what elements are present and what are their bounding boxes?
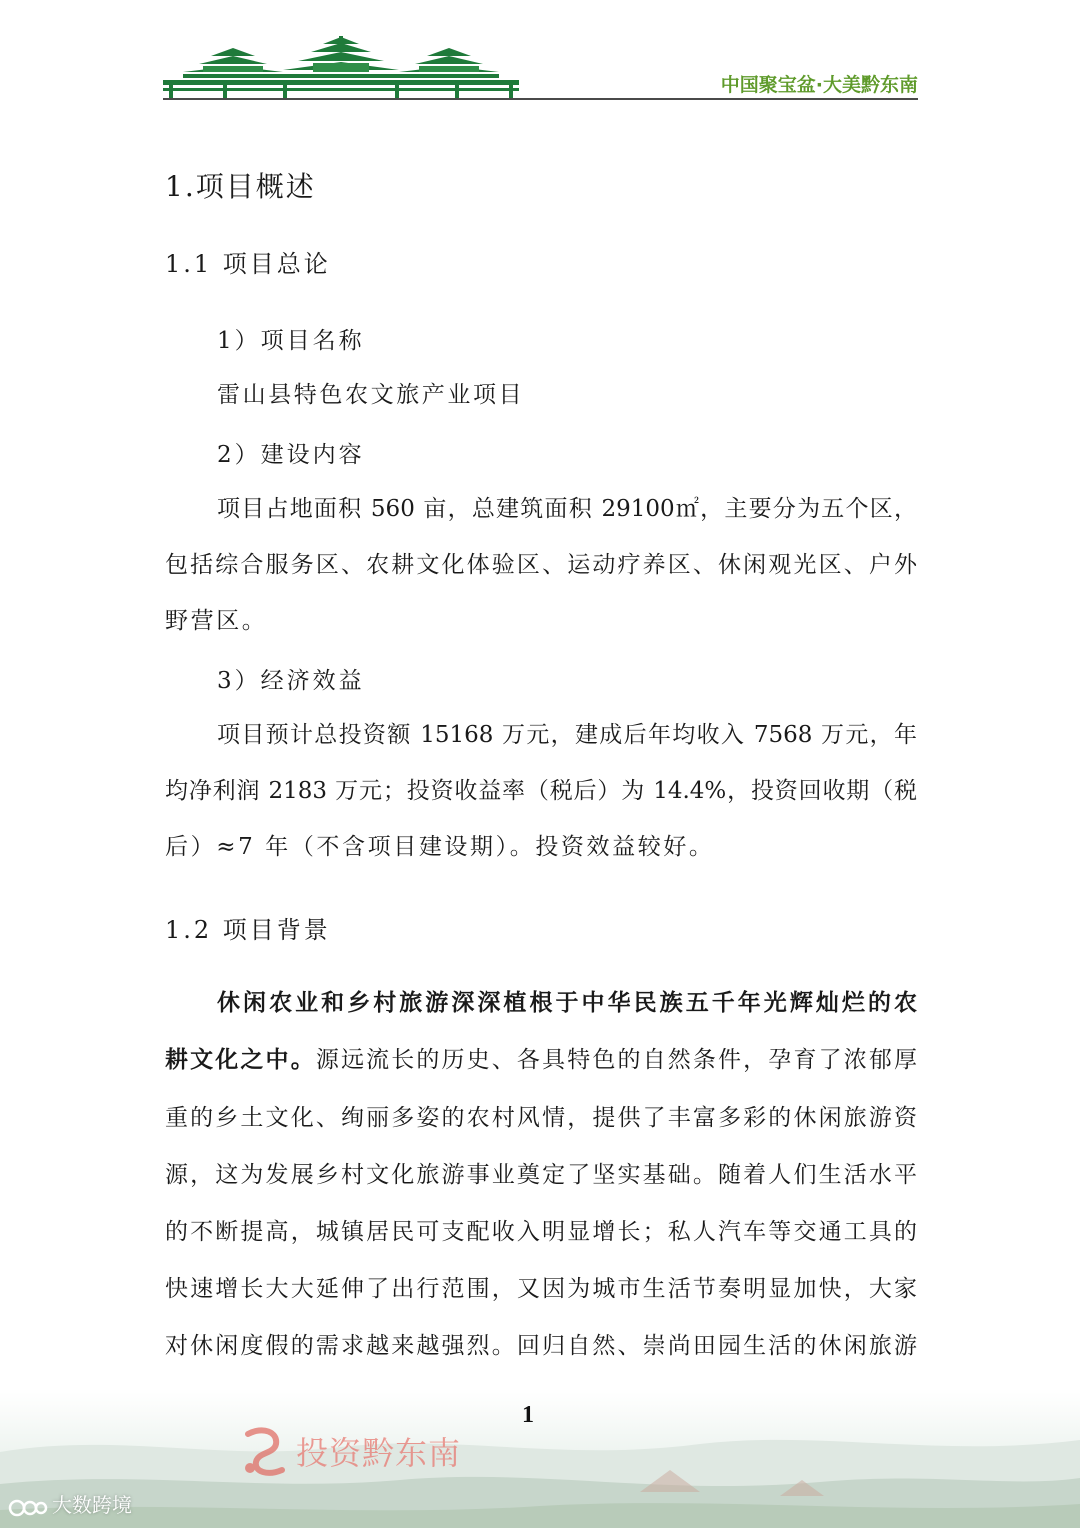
- watermark-text: 大数跨境: [52, 1493, 132, 1517]
- brand-emblem-icon: [238, 1424, 288, 1480]
- paragraph-line: 包括综合服务区、农耕文化体验区、运动疗养区、休闲观光区、户外: [165, 552, 917, 578]
- brand-logo-text: 投资黔东南: [296, 1434, 462, 1472]
- item-heading: 3）经济效益: [217, 668, 365, 694]
- paragraph-line: 野营区。: [165, 608, 268, 634]
- paragraph-line: 项目占地面积 560 亩，总建筑面积 29100㎡，主要分为五个区，: [217, 496, 917, 522]
- page-footer: [0, 1392, 1080, 1528]
- subsection-title: 1.1 项目总论: [165, 250, 331, 278]
- paragraph-line: 均净利润 2183 万元；投资收益率（税后）为 14.4%，投资回收期（税: [165, 778, 917, 804]
- paragraph-line: 的不断提高，城镇居民可支配收入明显增长；私人汽车等交通工具的: [165, 1219, 917, 1245]
- paragraph-line: [165, 1031, 917, 1089]
- section-title: 1.项目概述: [165, 170, 316, 203]
- header-divider: [163, 98, 918, 100]
- page-header: [163, 36, 918, 100]
- paragraph-line: 源，这为发展乡村文化旅游事业奠定了坚实基础。随着人们生活水平: [165, 1162, 917, 1188]
- paragraph-line: 快速增长大大延伸了出行范围，又因为城市生活节奏明显加快，大家: [165, 1276, 917, 1302]
- paragraph-emphasis: 耕文化之中。: [165, 1046, 316, 1073]
- watermark-logo-icon: [8, 1496, 48, 1520]
- paragraph-text: 源远流长的历史、各具特色的自然条件，孕育了浓郁厚: [315, 1047, 918, 1073]
- page-number: 1: [522, 1402, 534, 1428]
- paragraph-line: 重的乡土文化、绚丽多姿的农村风情，提供了丰富多彩的休闲旅游资: [165, 1105, 917, 1131]
- subsection-title: 1.2 项目背景: [165, 916, 331, 944]
- item-heading: 2）建设内容: [217, 442, 365, 468]
- paragraph-line: 项目预计总投资额 15168 万元，建成后年均收入 7568 万元，年: [217, 722, 917, 748]
- item-heading: 1）项目名称: [217, 328, 365, 354]
- paragraph-line: 对休闲度假的需求越来越强烈。回归自然、崇尚田园生活的休闲旅游: [165, 1333, 917, 1359]
- paragraph-line: 休闲农业和乡村旅游深深植根于中华民族五千年光辉灿烂的农: [217, 989, 917, 1016]
- pavilion-bridge-logo: [163, 36, 519, 98]
- paragraph-line: 后）≈7 年（不含项目建设期）。投资效益较好。: [165, 834, 715, 860]
- paragraph-line: 雷山县特色农文旅产业项目: [217, 382, 525, 408]
- header-slogan: 中国聚宝盆·大美黔东南: [720, 74, 918, 96]
